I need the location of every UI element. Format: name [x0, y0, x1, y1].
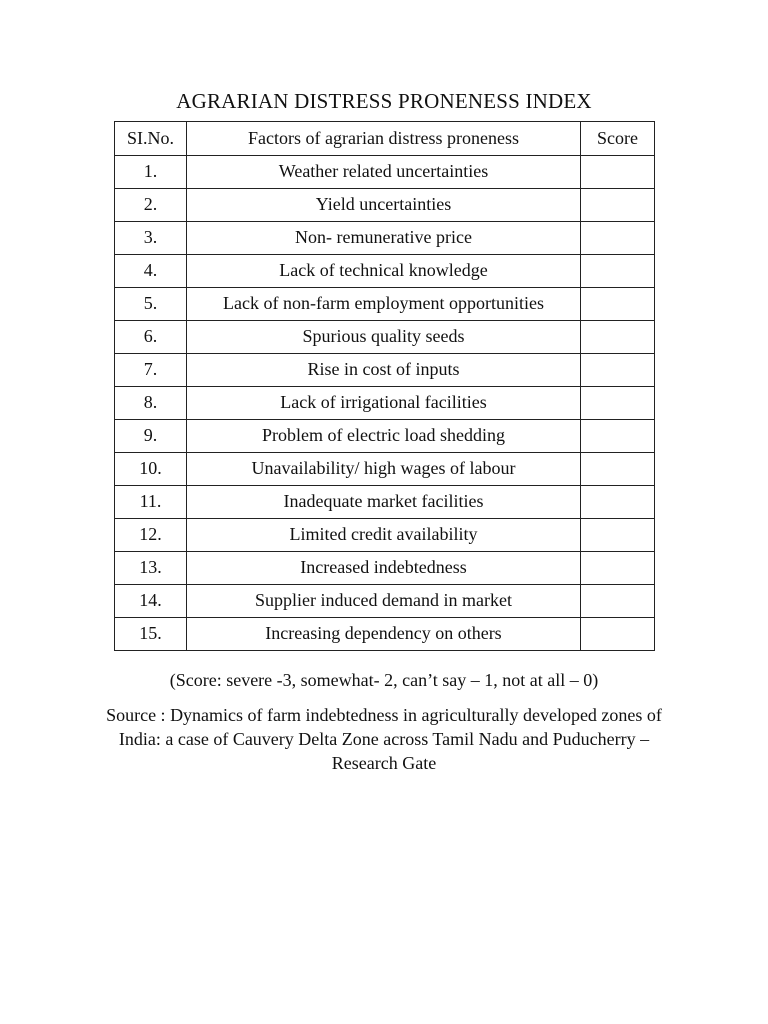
cell-sl-no: 9. [115, 420, 187, 453]
cell-score [581, 552, 655, 585]
table-row [115, 222, 655, 255]
cell-factor: Increasing dependency on others [187, 618, 581, 651]
table-row [115, 189, 655, 222]
table-row [115, 486, 655, 519]
table-row [115, 288, 655, 321]
cell-sl-no: 3. [115, 222, 187, 255]
cell-factor: Lack of technical knowledge [187, 255, 581, 288]
cell-score [581, 288, 655, 321]
cell-score [581, 453, 655, 486]
table-row [115, 321, 655, 354]
cell-factor: Rise in cost of inputs [187, 354, 581, 387]
cell-score [581, 255, 655, 288]
cell-score [581, 420, 655, 453]
cell-score [581, 618, 655, 651]
table-row [115, 585, 655, 618]
cell-score [581, 519, 655, 552]
cell-factor: Yield uncertainties [187, 189, 581, 222]
cell-sl-no: 11. [115, 486, 187, 519]
cell-factor: Non- remunerative price [187, 222, 581, 255]
distress-index-table [114, 121, 655, 651]
cell-sl-no: 10. [115, 453, 187, 486]
cell-sl-no: 1. [115, 156, 187, 189]
cell-factor: Supplier induced demand in market [187, 585, 581, 618]
cell-score [581, 222, 655, 255]
cell-score [581, 486, 655, 519]
cell-factor: Limited credit availability [187, 519, 581, 552]
table-row [115, 420, 655, 453]
table-row [115, 354, 655, 387]
cell-sl-no: 4. [115, 255, 187, 288]
table-row [115, 519, 655, 552]
cell-factor: Lack of irrigational facilities [187, 387, 581, 420]
cell-score [581, 354, 655, 387]
score-legend-note: (Score: severe -3, somewhat- 2, can’t say – 1, not at all – 0) [169, 670, 599, 690]
cell-sl-no: 15. [115, 618, 187, 651]
cell-sl-no: 6. [115, 321, 187, 354]
cell-sl-no: 14. [115, 585, 187, 618]
cell-factor: Inadequate market facilities [187, 486, 581, 519]
table-row [115, 255, 655, 288]
header-score: Score [581, 122, 655, 156]
cell-score [581, 585, 655, 618]
cell-sl-no: 12. [115, 519, 187, 552]
document-title: AGRARIAN DISTRESS PRONENESS INDEX [176, 89, 592, 113]
cell-factor: Lack of non-farm employment opportunities [187, 288, 581, 321]
cell-score [581, 321, 655, 354]
table-row [115, 552, 655, 585]
cell-factor: Spurious quality seeds [187, 321, 581, 354]
cell-sl-no: 7. [115, 354, 187, 387]
table-row [115, 156, 655, 189]
cell-sl-no: 8. [115, 387, 187, 420]
cell-sl-no: 2. [115, 189, 187, 222]
cell-factor: Weather related uncertainties [187, 156, 581, 189]
table-header-row [115, 122, 655, 156]
header-factor: Factors of agrarian distress proneness [187, 122, 581, 156]
table-row [115, 387, 655, 420]
table-row [115, 618, 655, 651]
cell-score [581, 387, 655, 420]
cell-score [581, 156, 655, 189]
cell-factor: Unavailability/ high wages of labour [187, 453, 581, 486]
cell-factor: Problem of electric load shedding [187, 420, 581, 453]
source-citation: Source : Dynamics of farm indebtedness in agriculturally developed zones of India: a case of Cauvery Delta Zone across Tamil Nadu and Puducherry – Research Gate [106, 705, 662, 773]
header-sl-no: SI.No. [115, 122, 187, 156]
table-row [115, 453, 655, 486]
cell-factor: Increased indebtedness [187, 552, 581, 585]
cell-score [581, 189, 655, 222]
cell-sl-no: 13. [115, 552, 187, 585]
cell-sl-no: 5. [115, 288, 187, 321]
